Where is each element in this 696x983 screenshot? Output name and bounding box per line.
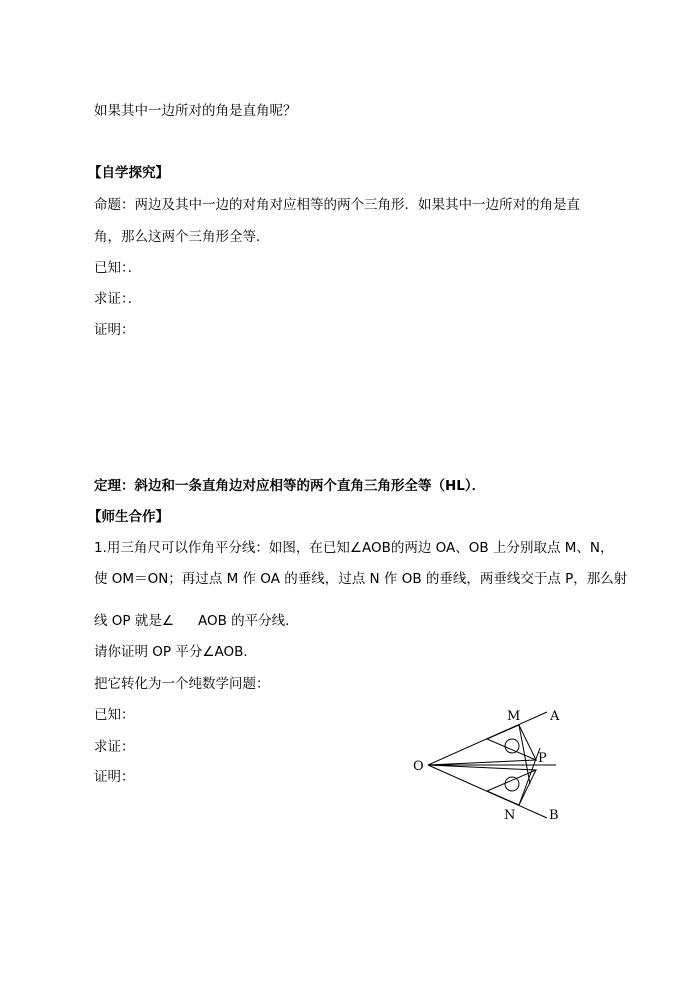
problem-line-3a: 线 OP 就是∠ xyxy=(94,613,174,629)
ruler-hole-upper xyxy=(505,739,519,753)
known-label-2: 已知： xyxy=(94,707,135,723)
theorem: 定理：斜边和一条直角边对应相等的两个直角三角形全等（HL）． xyxy=(94,478,486,494)
label-a: A xyxy=(550,709,560,724)
label-o: O xyxy=(413,759,424,774)
ask-prove: 请你证明 OP 平分∠AOB． xyxy=(94,644,257,660)
intro-question: 如果其中一边所对的角是直角呢？ xyxy=(94,103,297,119)
convert-text: 把它转化为一个纯数学问题： xyxy=(94,676,270,692)
known-label: 已知：． xyxy=(94,260,142,276)
prove-label-2: 求证： xyxy=(94,739,135,755)
triangle-ruler-upper xyxy=(487,725,536,760)
label-m: M xyxy=(507,709,521,724)
problem-line-2: 使 OM＝ON；再过点 M 作 OA 的垂线，过点 N 作 OB 的垂线，两垂线交于点 P，那么射 xyxy=(94,571,628,587)
label-p: P xyxy=(538,751,547,766)
self-study-heading: 【自学探究】 xyxy=(88,165,169,181)
problem-line-1: 1.用三角尺可以作角平分线：如图，在已知∠AOB的两边 OA、OB 上分别取点 M、N， xyxy=(94,540,614,556)
cooperation-heading: 【师生合作】 xyxy=(88,509,169,525)
proposition-line-2: 角，那么这两个三角形全等． xyxy=(94,229,270,245)
label-b: B xyxy=(549,808,559,823)
label-n: N xyxy=(504,808,516,823)
ruler-hole-lower xyxy=(505,777,519,791)
problem-line-3b: AOB 的平分线． xyxy=(198,613,299,629)
proof-label: 证明： xyxy=(94,322,135,338)
proof-label-2: 证明： xyxy=(94,769,135,785)
prove-label: 求证：． xyxy=(94,291,142,307)
proposition-line-1: 命题：两边及其中一边的对角对应相等的两个三角形．如果其中一边所对的角是直 xyxy=(94,197,580,213)
